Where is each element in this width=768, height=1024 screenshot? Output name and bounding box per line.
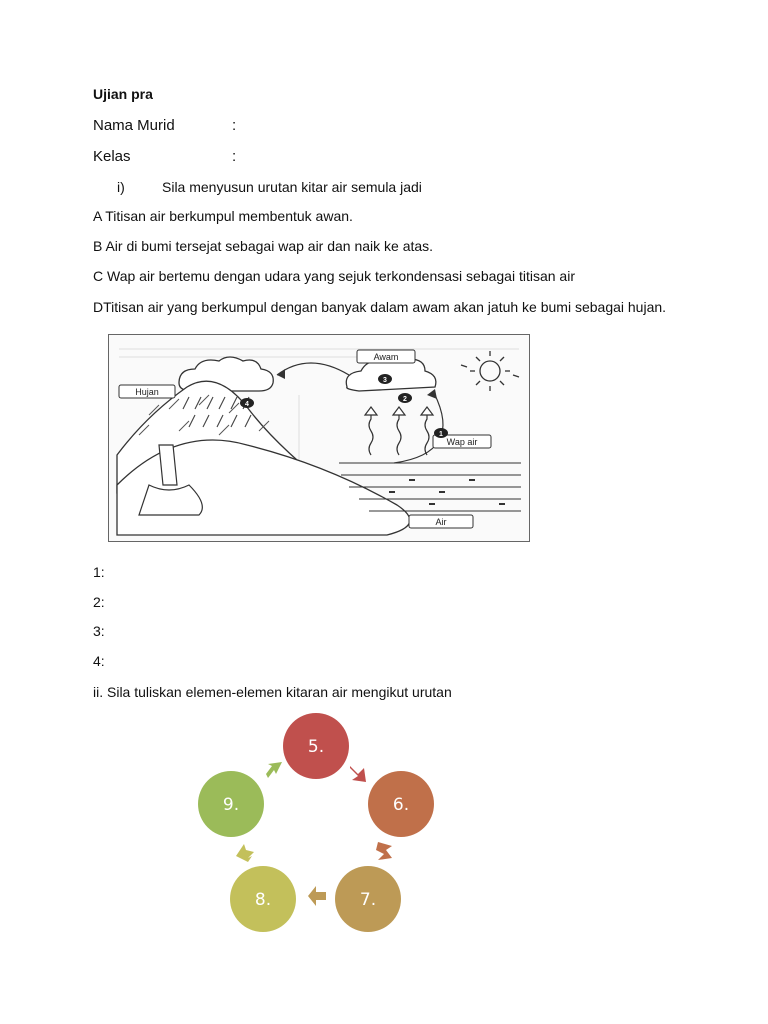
cycle-node-7-label: 7. <box>359 890 377 910</box>
statement-a: A Titisan air berkumpul membentuk awan. <box>93 208 353 224</box>
student-name-label: Nama Murid <box>93 117 175 134</box>
vapour-label-text: Wap air <box>446 437 478 447</box>
statement-d: DTitisan air yang berkumpul dengan banyak dalam awam akan jatuh ke bumi sebagai hujan. <box>93 299 667 315</box>
answer-3: 3: <box>93 623 105 639</box>
arrow-6-to-7 <box>376 842 392 860</box>
answer-2: 2: <box>93 594 105 610</box>
statement-c: C Wap air bertemu dengan udara yang sejuk terkondensasi sebagai titisan air <box>93 268 575 284</box>
class-colon: : <box>232 148 237 165</box>
arrow-8-to-9 <box>236 844 254 862</box>
arrow-7-to-8 <box>308 886 326 906</box>
statement-b: B Air di bumi tersejat sebagai wap air dan naik ke atas. <box>93 238 434 254</box>
marker-2: 2 <box>403 396 407 403</box>
class-label: Kelas <box>93 148 131 165</box>
marker-3: 3 <box>383 377 387 384</box>
marker-4: 4 <box>245 401 249 408</box>
answer-4: 4: <box>93 653 105 669</box>
sun-icon <box>461 351 519 391</box>
cycle-node-6-label: 6. <box>392 795 410 815</box>
arrow-9-to-5 <box>266 762 282 778</box>
cloud-label-text: Awam <box>373 352 399 362</box>
water-label-text: Air <box>435 517 447 527</box>
rain-label-text: Hujan <box>135 387 159 397</box>
cycle-node-5-label: 5. <box>307 737 325 757</box>
cycle-node-9-label: 9. <box>222 795 240 815</box>
page-title: Ujian pra <box>93 86 153 102</box>
vapour-arrows <box>369 413 429 455</box>
answer-1: 1: <box>93 564 105 580</box>
arrow-5-to-6 <box>350 766 366 782</box>
student-name-colon: : <box>232 117 237 134</box>
cycle-diagram <box>0 700 768 950</box>
question2-instruction: ii. Sila tuliskan elemen-elemen kitaran air mengikut urutan <box>93 684 452 700</box>
water-cycle-diagram <box>108 334 530 542</box>
cycle-node-8-label: 8. <box>254 890 272 910</box>
question1-number: i) <box>117 179 125 195</box>
question1-instruction: Sila menyusun urutan kitar air semula jadi <box>162 179 422 195</box>
marker-1: 1 <box>439 431 443 438</box>
